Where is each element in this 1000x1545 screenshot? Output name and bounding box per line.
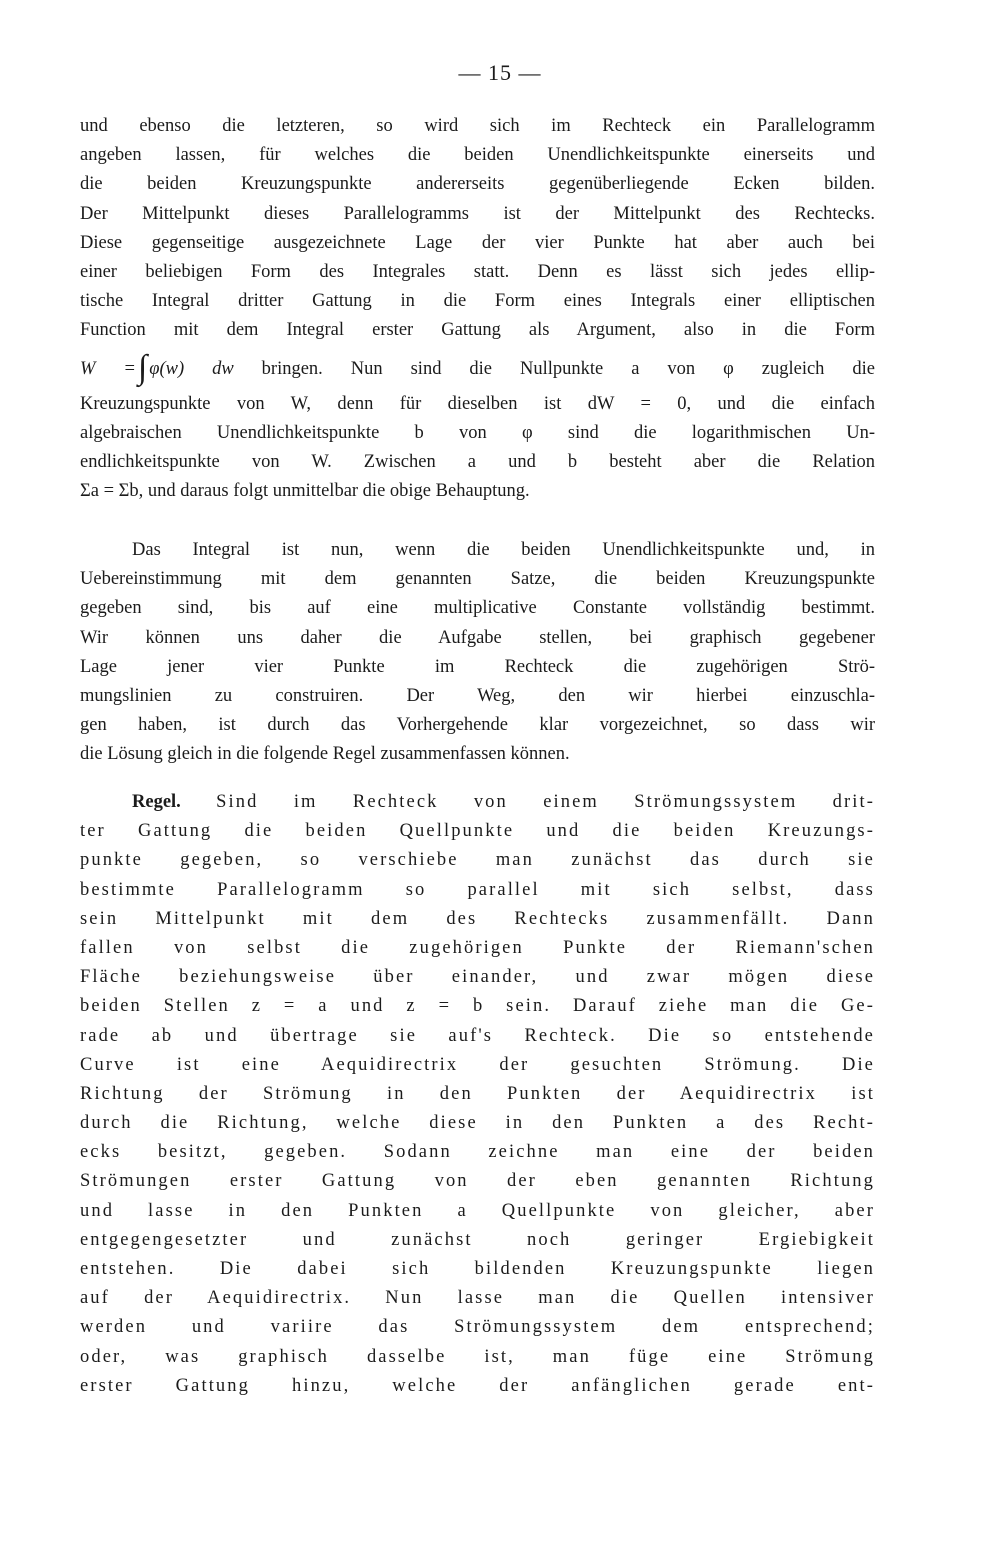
text-line: Kreuzungspunkte von W, denn für dieselben ist dW = 0, und die einfach [80,393,875,414]
page-number: — 15 — [458,60,542,85]
text-line: die Lösung gleich in die folgende Regel zusammenfassen können. [80,744,570,765]
formula-lhs: W = [80,358,136,379]
text-line: gen haben, ist durch das Vorhergehende klar vorgezeichnet, so dass wir [80,715,875,736]
text-line: rade ab und übertrage sie auf's Rechteck. Die so entstehende [80,1025,875,1046]
text-line: Strömungen erster Gattung von der eben genannten Richtung [80,1171,875,1192]
text-line: erster Gattung hinzu, welche der anfänglichen gerade ent- [80,1375,875,1396]
text-line [80,788,875,817]
text-line: die beiden Kreuzungspunkte andererseits gegenüberliegende Ecken bilden. [80,174,875,195]
text-line: Σa = Σb, und daraus folgt unmittelbar die obige Behauptung. [80,481,530,502]
text-line: entstehen. Die dabei sich bildenden Kreuzungspunkte liegen [80,1259,875,1279]
integral-sign: ∫ [137,348,148,386]
text-line: Lage jener vier Punkte im Rechteck die zugehörigen Strö- [80,656,875,677]
text-line: oder, was graphisch dasselbe ist, man füge eine Strömung [80,1346,875,1367]
text-line: einer beliebigen Form des Integrales statt. Denn es lässt sich jedes ellip- [80,261,875,282]
formula-integrand: φ(w) dw [149,358,234,379]
text-line: werden und variire das Strömungssystem dem entsprechend; [80,1317,875,1338]
paragraph-1 [80,112,875,506]
rule-first-line: Sind im Rechteck von einem Strömungssystem drit- [216,792,875,812]
text-line: punkte gegeben, so verschiebe man zunächst das durch sie [80,850,875,871]
text-line: sein Mittelpunkt mit dem des Rechtecks zusammenfällt. Dann [80,908,875,929]
text-line: und ebenso die letzteren, so wird sich im Rechteck ein Parallelogramm [80,116,875,136]
text-line: Fläche beziehungsweise über einander, und zwar mögen diese [80,967,875,988]
formula-line [80,346,875,390]
text-line: entgegengesetzter und zunächst noch geringer Ergiebigkeit [80,1229,875,1250]
text-line: endlichkeitspunkte von W. Zwischen a und b besteht aber die Relation [80,451,875,472]
text-line: gegeben sind, bis auf eine multiplicative Constante vollständig bestimmt. [80,598,875,619]
text-line: Richtung der Strömung in den Punkten der Aequidirectrix ist [80,1083,875,1104]
text-line: mungslinien zu construiren. Der Weg, den wir hierbei einzuschla- [80,685,875,706]
text-line: Wir können uns daher die Aufgabe stellen, bei graphisch gegebener [80,627,875,648]
text-line: Uebereinstimmung mit dem genannten Satze, die beiden Kreuzungspunkte [80,569,875,590]
text-line: tische Integral dritter Gattung in die Form eines Integrals einer elliptischen [80,291,875,312]
text-line: auf der Aequidirectrix. Nun lasse man die Quellen intensiver [80,1288,875,1309]
text-line: bestimmte Parallelogramm so parallel mit sich selbst, dass [80,879,875,900]
text-line: ecks besitzt, gegeben. Sodann zeichne man eine der beiden [80,1142,875,1163]
text-line: Der Mittelpunkt dieses Parallelogramms ist der Mittelpunkt des Rechtecks. [80,203,875,224]
paragraph-3-rule [80,788,875,1401]
text-line: Das Integral ist nun, wenn die beiden Unendlichkeitspunkte und, in [132,540,875,560]
text-line: fallen von selbst die zugehörigen Punkte der Riemann'schen [80,937,875,958]
text-line: algebraischen Unendlichkeitspunkte b von φ sind die logarithmischen Un- [80,422,875,443]
text-line: und lasse in den Punkten a Quellpunkte von gleicher, aber [80,1200,875,1221]
text-line: durch die Richtung, welche diese in den Punkten a des Recht- [80,1113,875,1134]
rule-heading: Regel. [132,792,181,812]
text-line: angeben lassen, für welches die beiden Unendlichkeitspunkte einerseits und [80,145,875,166]
text-line: beiden Stellen z = a und z = b sein. Darauf ziehe man die Ge- [80,996,875,1017]
text-line: Function mit dem Integral erster Gattung als Argument, also in die Form [80,320,875,341]
paragraph-2 [80,536,875,770]
formula-rest: bringen. Nun sind die Nullpunkte a von φ zugleich die [261,358,875,379]
text-line: Diese gegenseitige ausgezeichnete Lage der vier Punkte hat aber auch bei [80,232,875,253]
text-line: ter Gattung die beiden Quellpunkte und die beiden Kreuzungs- [80,821,875,842]
text-line: Curve ist eine Aequidirectrix der gesuchten Strömung. Die [80,1054,875,1075]
